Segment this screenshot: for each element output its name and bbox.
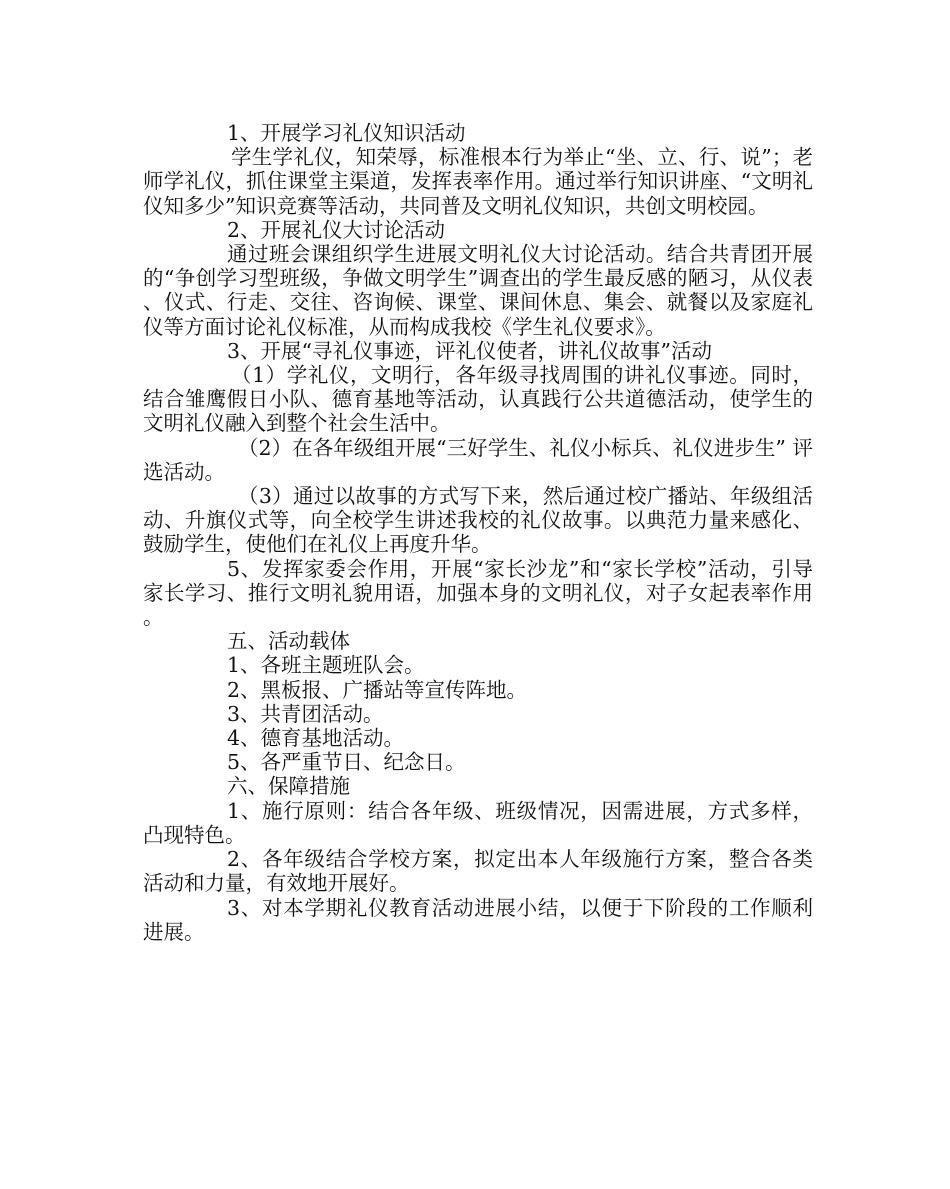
list-item: 5、各严重节日、纪念日。 [227,750,466,775]
paragraph-body: 1、施行原则：结合各年级、班级情况，因需进展，方式多样，凸现特色。 [143,798,813,847]
paragraph-body: 3、对本学期礼仪教育活动进展小结，以便于下阶段的工作顺利进展。 [143,895,813,944]
paragraph-body: 通过班会课组织学生进展文明礼仪大讨论活动。结合共青团开展的“争创学习型班级，争做文明学生”调查出的学生最反感的陋习，从仪表、仪式、行走、交往、咨询候、课堂、课间休息、集会、就餐以及家庭礼仪等方面讨论礼仪标准，从而构成我校《学生礼仪要求》。 [143,242,813,339]
list-item: 3、共青团活动。 [227,701,384,726]
list-item: 2、黑板报、广播站等宣传阵地。 [227,677,528,702]
paragraph-heading-1: 1、开展学习礼仪知识活动 [227,121,466,145]
section-heading-six: 六、保障措施 [227,774,350,799]
list-item: 1、各班主题班队会。 [227,653,425,678]
paragraph-body: 学生学礼仪，知荣辱，标准根本行为举止“坐、立、行、说”；老师学礼仪，抓住课堂主渠道，发挥表率作用。通过举行知识讲座、“文明礼仪知多少”知识竞赛等活动，共同普及文明礼仪知识，共创文明校园。 [143,145,813,218]
paragraph-heading-2: 2、开展礼仪大讨论活动 [227,217,446,242]
document-body [143,121,813,944]
paragraph-body: （1）学礼仪，文明行，各年级寻找周围的讲礼仪事迹。同时，结合雏鹰假日小队、德育基地等活动，认真践行公共道德活动，使学生的文明礼仪融入到整个社会生活中。 [143,363,813,436]
section-heading-five: 五、活动载体 [227,629,350,654]
list-item: 4、德育基地活动。 [227,726,405,751]
paragraph-body: 2、各年级结合学校方案，拟定出本人年级施行方案，整合各类活动和力量，有效地开展好。 [143,847,813,896]
paragraph-body: （3）通过以故事的方式写下来，然后通过校广播站、年级组活动、升旗仪式等，向全校学生讲述我校的礼仪故事。以典范力量来感化、鼓励学生，使他们在礼仪上再度升华。 [143,484,813,557]
paragraph-body: （2）在各年级组开展“三好学生、礼仪小标兵、礼仪进步生” 评选活动。 [143,435,813,484]
paragraph-heading-3: 3、开展“寻礼仪事迹，评礼仪使者，讲礼仪故事”活动 [227,338,713,363]
paragraph-body: 5、发挥家委会作用，开展“家长沙龙”和“家长学校”活动，引导家长学习、推行文明礼貌用语，加强本身的文明礼仪，对子女起表率作用。 [143,556,813,630]
